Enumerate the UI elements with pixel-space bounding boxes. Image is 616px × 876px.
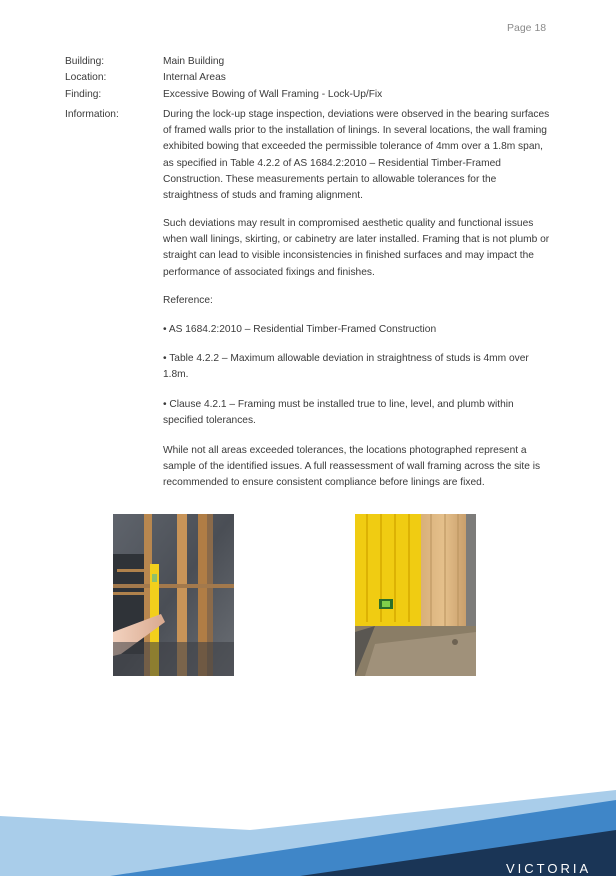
footer-brand: VICTORIA — [506, 861, 592, 876]
reference-item-1: • AS 1684.2:2010 – Residential Timber-Framed Construction — [163, 324, 437, 335]
framing-photo-1 — [113, 514, 234, 676]
information-paragraph-2: Such deviations may result in compromised aesthetic quality and functional issues when wall linings, skirting, or cabinetry are later installed. Framing that is not plumb or straight can lead to visible inconsistencies in finished surfaces and may impact the performance of associated fixings and finishes. — [163, 218, 550, 278]
reference-item-2: • Table 4.2.2 – Maximum allowable deviation in straightness of studs is 4mm over 1.8m. — [163, 353, 529, 381]
framing-photo-2 — [355, 514, 476, 676]
finding-value: Excessive Bowing of Wall Framing - Lock-Up/Fix — [163, 89, 383, 100]
closing-paragraph: While not all areas exceeded tolerances, the locations photographed represent a sample of the identified issues. A full reassessment of wall framing across the site is recommended to ensure consistent compliance before linings are fixed. — [163, 445, 541, 489]
reference-item-3: • Clause 4.2.1 – Framing must be installed true to line, level, and plumb within specified tolerances. — [163, 399, 514, 427]
page-number: Page 18 — [507, 22, 547, 34]
reference-heading: Reference: — [163, 295, 213, 306]
building-label: Building: — [65, 56, 105, 67]
finding-label: Finding: — [65, 89, 102, 100]
building-value: Main Building — [163, 56, 225, 67]
location-label: Location: — [65, 72, 107, 83]
location-value: Internal Areas — [163, 72, 226, 83]
information-label: Information: — [65, 109, 119, 120]
information-paragraph-1: During the lock-up stage inspection, deviations were observed in the bearing surfaces of framed walls prior to the installation of linings. In several locations, the wall framing exhibited bowing that exceeded the permissible tolerance of 4mm over a 1.8m span, as specified in Table 4.2.2 of AS 1684.2:2010 – Residential Timber-Framed Construction. These measurements pertain to allowable tolerances for the straightness of studs and framing alignment. — [163, 109, 550, 202]
